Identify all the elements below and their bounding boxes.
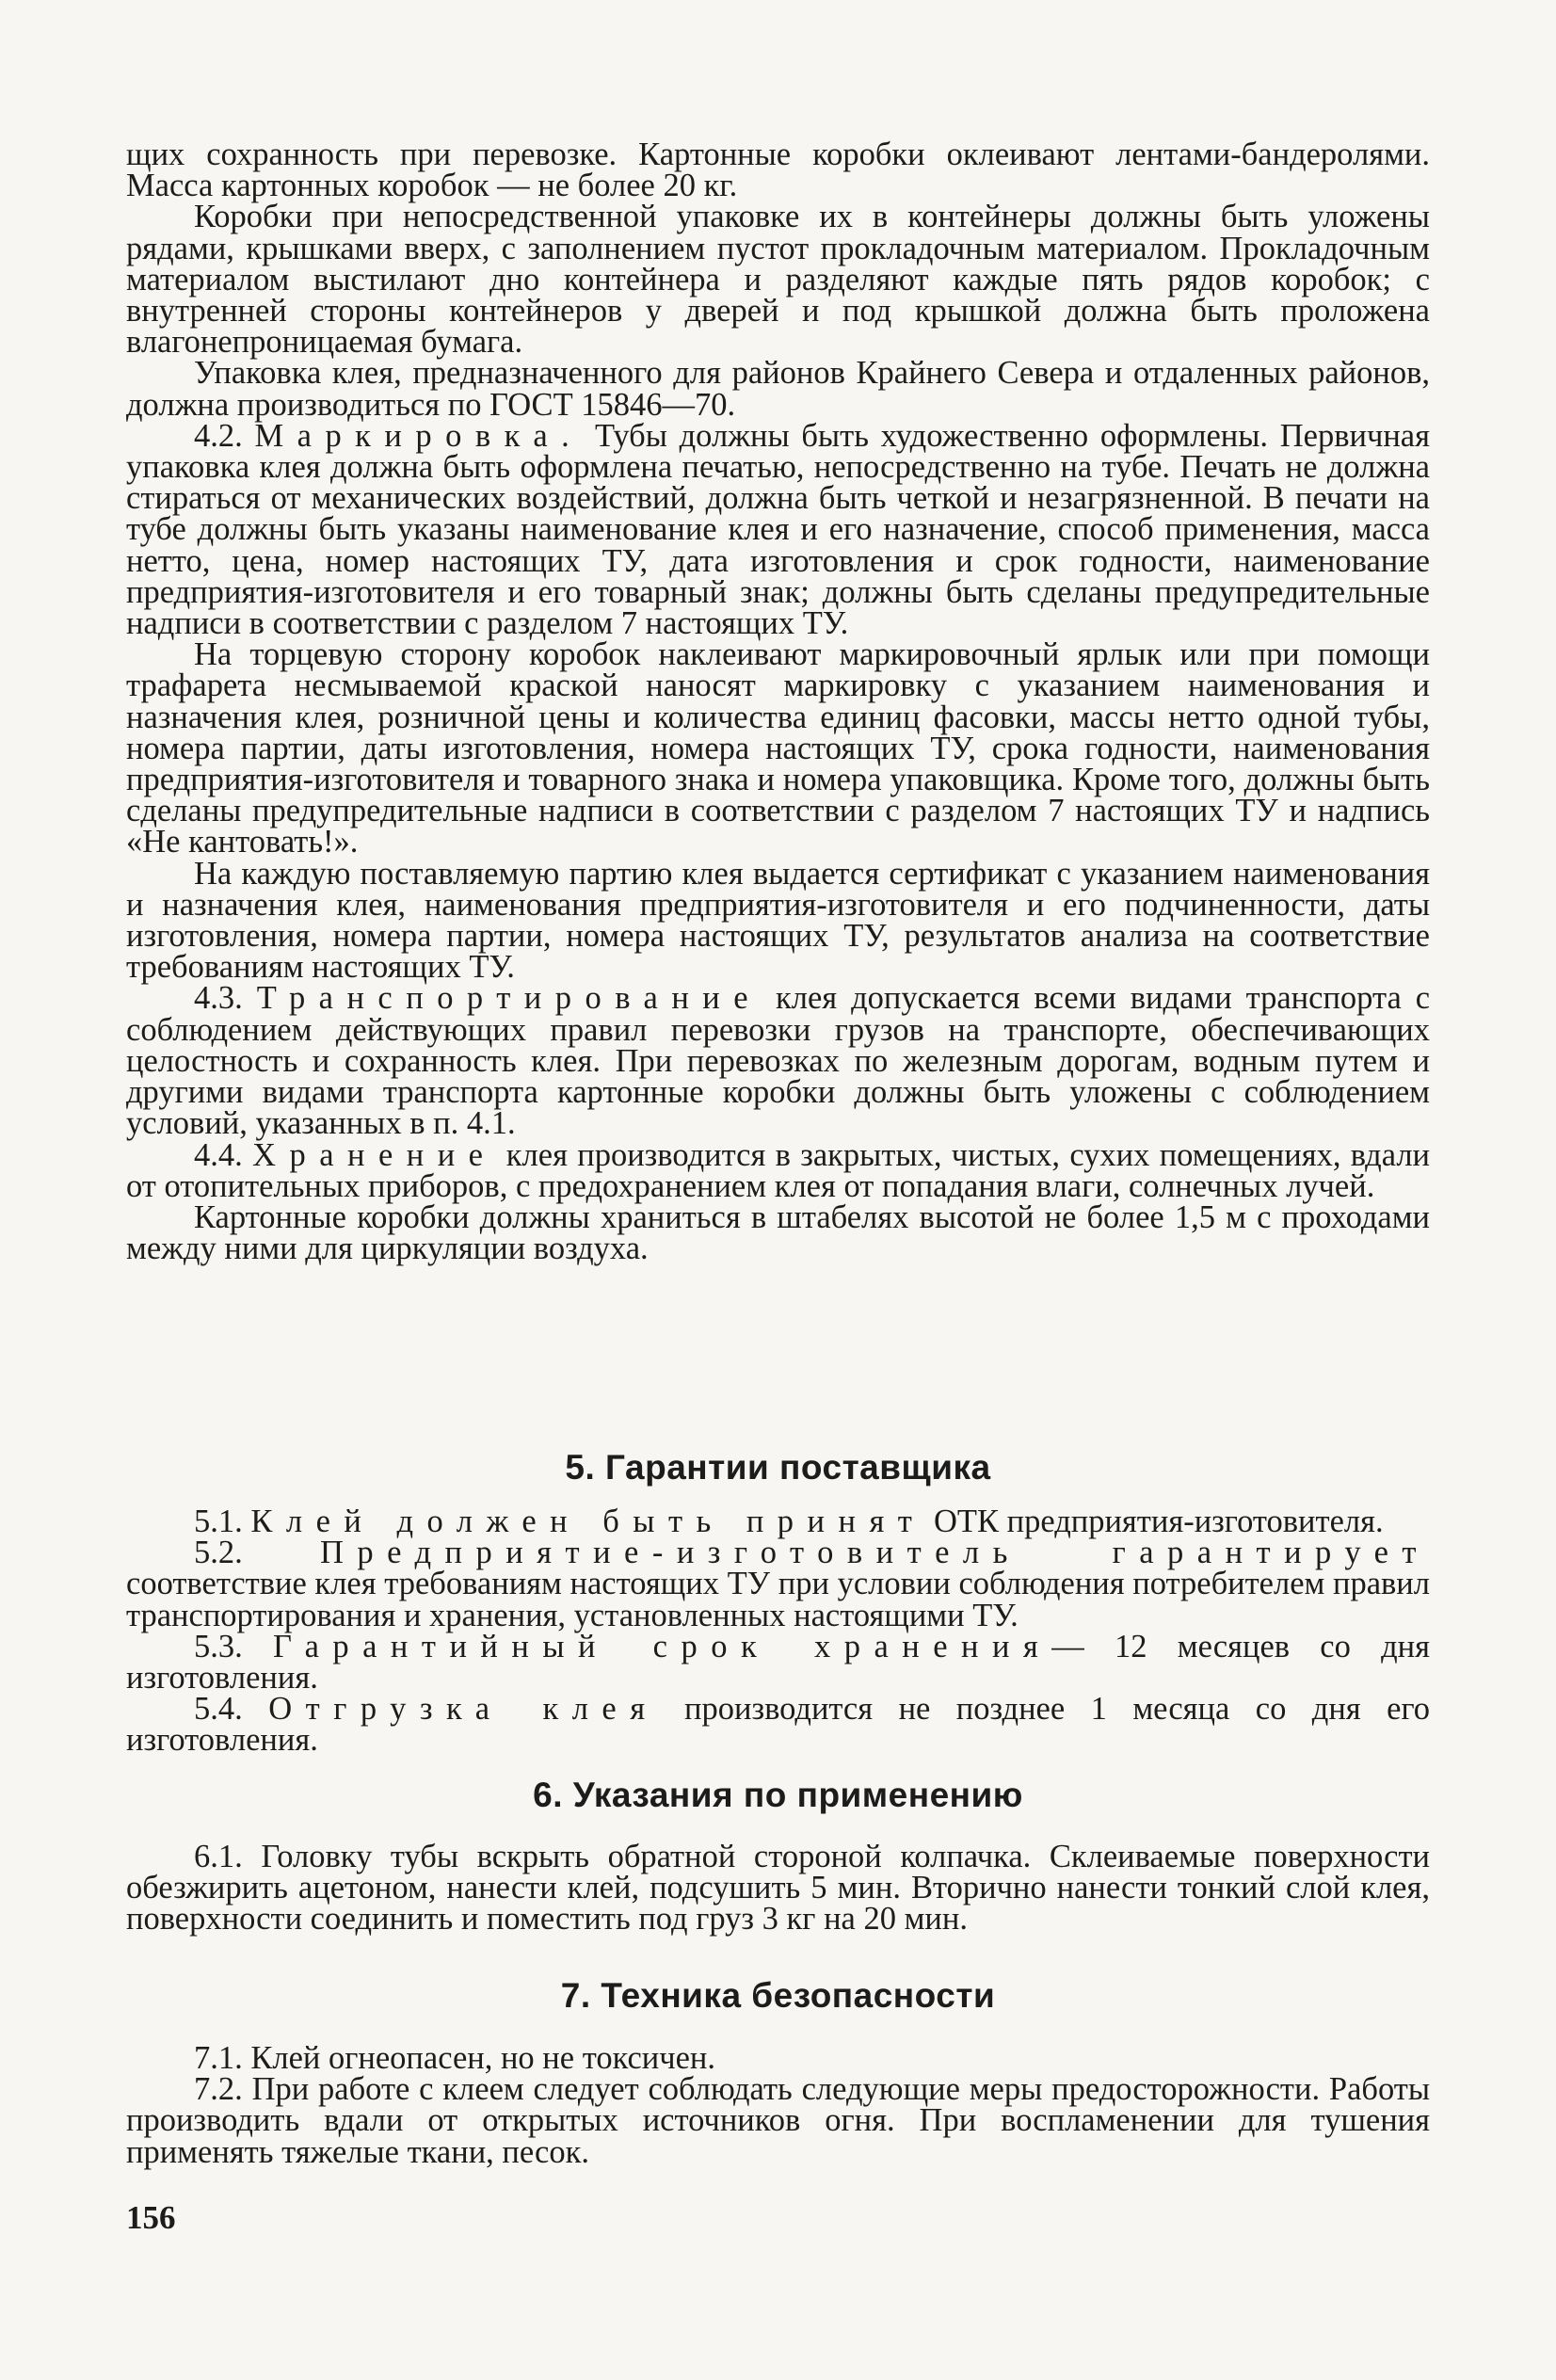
paragraph-5-4: 5.4. Отгрузка клея производится не позднее 1 месяца со дня его изготовления.	[126, 1691, 1430, 1759]
section-7-body	[126, 2040, 1430, 2170]
section-5-heading: 5. Гарантии поставщика	[565, 1448, 991, 1487]
section-5-body	[126, 1506, 1430, 1757]
paragraph: На каждую поставляемую партию клея выдается сертификат с указанием наименования и назначения клея, наименования предприятия-изготовителя и его подчиненности, даты изготовления, номера партии, номера настоящих ТУ, результатов анализа на соответствие требованиям настоящих ТУ.	[126, 855, 1430, 986]
paragraph-4-3: 4.3. Транспортирование клея допускается всеми видами транспорта с соблюдением действующих правил перевозки грузов на транспорте, обеспечивающих целостность и сохранность клея. При перевозках по железным дорогам, водным путем и другими видами транспорта картонные коробки должны быть уложены с соблюдением условий, указанных в п. 4.1.	[126, 980, 1431, 1142]
paragraph: Упаковка клея, предназначенного для районов Крайнего Севера и отдаленных районов, должна производиться по ГОСТ 15846—70.	[126, 355, 1430, 423]
paragraph: Картонные коробки должны храниться в штабелях высотой не более 1,5 м с проходами между ними для циркуляции воздуха.	[126, 1198, 1430, 1267]
paragraph: щих сохранность при перевозке. Картонные коробки оклеивают лентами-бандеролями. Масса картонных коробок — не более 20 кг.	[126, 137, 1430, 204]
paragraph-7-1: 7.1. Клей огнеопасен, но не токсичен.	[194, 2040, 716, 2076]
paragraph-5-1: 5.1. Клей должен быть принят ОТК предприятия-изготовителя.	[194, 1504, 1384, 1539]
paragraph-7-2: 7.2. При работе с клеем следует соблюдать следующие меры предосторожности. Работы производить вдали от открытых источников огня. При воспламенении для тушения применять тяжелые ткани, песок.	[126, 2071, 1430, 2170]
section-7-heading: 7. Техника безопасности	[560, 1976, 996, 2015]
spaced-term: Хранение	[252, 1136, 497, 1173]
section-4-continued	[126, 137, 1431, 1267]
paragraph-5-2: 5.2. Предприятие-изготовитель гарантирует соответствие клея требованиям настоящих ТУ при условии соблюдения потребителем правил транспортирования и хранения, установленных настоящими ТУ.	[126, 1535, 1430, 1633]
spaced-term: Маркировка.	[254, 417, 584, 454]
spaced-term: Транспортирование	[256, 980, 762, 1017]
page-number: 156	[126, 2199, 176, 2236]
paragraph: На торцевую сторону коробок наклеивают маркировочный ярлык или при помощи трафарета несмываемой краской наносят маркировку с указанием наименования и назначения клея, розничной цены и количества единиц фасовки, массы нетто одной тубы, номера партии, даты изготовления, номера настоящих ТУ, срока годности, наименования предприятия-изготовителя и товарного знака и номера упаковщика. Кроме того, должны быть сделаны предупредительные надписи в соответствии с разделом 7 настоящих ТУ и надпись «Не кантовать!».	[126, 636, 1430, 860]
section-6-heading: 6. Указания по применению	[533, 1776, 1023, 1814]
paragraph-5-3: 5.3. Гарантийный срок хранения— 12 месяцев со дня изготовления.	[126, 1628, 1431, 1697]
section-6-body	[126, 1841, 1430, 1936]
paragraph-4-4: 4.4. Хранение клея производится в закрытых, чистых, сухих помещениях, вдали от отопительных приборов, с предохранением клея от попадания влаги, солнечных лучей.	[126, 1136, 1431, 1204]
paragraph: Коробки при непосредственной упаковке их в контейнеры должны быть уложены рядами, крышками вверх, с заполнением пустот прокладочным материалом. Прокладочным материалом выстилают дно контейнера и разделяют каждые пять рядов коробок; с внутренней стороны контейнеров у дверей и под крышкой должна быть проложена влагонепроницаемая бумага.	[126, 199, 1430, 361]
paragraph-4-2: 4.2. Маркировка. Тубы должны быть художественно оформлены. Первичная упаковка клея должна быть оформлена печатью, непосредственно на тубе. Печать не должна стираться от механических воздействий, должна быть четкой и незагрязненной. В печати на тубе должны быть указаны наименование клея и его назначение, способ применения, масса нетто, цена, номер настоящих ТУ, дата изготовления и срок годности, наименование предприятия-изготовителя и его товарный знак; должны быть сделаны предупредительные надписи в соответствии с разделом 7 настоящих ТУ.	[126, 417, 1430, 642]
paragraph-6-1: 6.1. Головку тубы вскрыть обратной стороной колпачка. Склеиваемые поверхности обезжирить ацетоном, нанести клей, подсушить 5 мин. Вторично нанести тонкий слой клея, поверхности соединить и поместить под груз 3 кг на 20 мин.	[126, 1839, 1430, 1938]
